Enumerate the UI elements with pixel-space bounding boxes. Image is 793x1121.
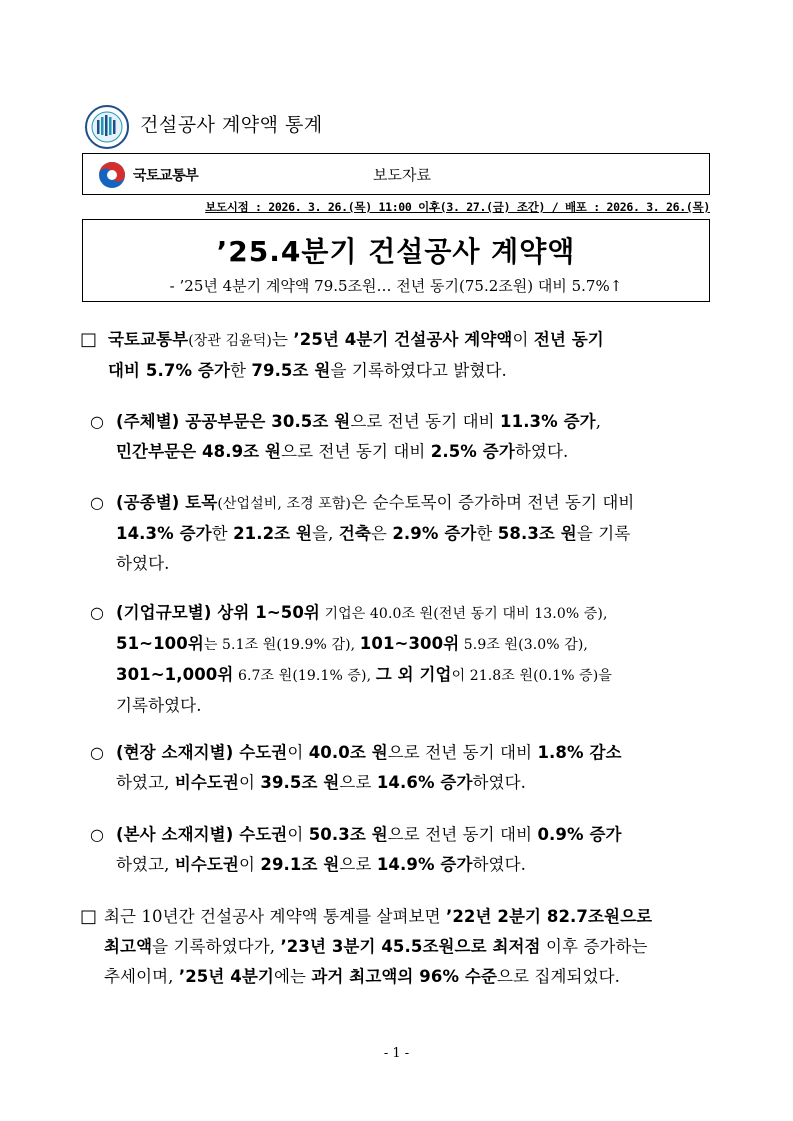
paragraph-by-work-type: ○ (공종별) 토목(산업설비, 조경 포함)은 순수토목이 증가하며 전년 동기 대비 14.3% 증가한 21.2조 원을, 건축은 2.9% 증가한 58.3조 원을 기록 하였다. bbox=[116, 488, 720, 579]
circle-bullet: ○ bbox=[90, 493, 105, 512]
document-title: 건설공사 계약액 통계 bbox=[140, 114, 323, 136]
release-schedule: 보도시점 : 2026. 3. 26.(목) 11:00 이후(3. 27.(금) 조간) / 배포 : 2026. 3. 26.(목) bbox=[205, 200, 710, 214]
paragraph-by-company-size: ○ (기업규모별) 상위 1~50위 기업은 40.0조 원(전년 동기 대비 13.0% 증), 51~100위는 5.1조 원(19.9% 감), 101~300위 5.9조 원(3.0% 감), 301~1,000위 6.7조 원(19.1% 증), 그 외 기업이 21.8조 원(0.1% 증)을 기록하였다. bbox=[116, 598, 720, 721]
government-emblem-icon bbox=[84, 104, 130, 150]
square-bullet: □ bbox=[80, 906, 98, 927]
page-number: - 1 - bbox=[383, 1046, 410, 1061]
press-release-label: 보도자료 bbox=[373, 166, 431, 184]
headline-box bbox=[82, 219, 710, 302]
paragraph-overview: □ 국토교통부(장관 김윤덕)는 ’25년 4분기 건설공사 계약액이 전년 동기 대비 5.7% 증가한 79.5조 원을 기록하였다고 밝혔다. bbox=[108, 325, 720, 386]
headline-subtitle: - ’25년 4분기 계약액 79.5조원… 전년 동기(75.2조원) 대비 5.7%↑ bbox=[169, 277, 623, 295]
circle-bullet: ○ bbox=[90, 743, 105, 762]
ministry-name: 국토교통부 bbox=[133, 168, 199, 184]
paragraph-by-hq-location: ○ (본사 소재지별) 수도권이 50.3조 원으로 전년 동기 대비 0.9% 증가 하였고, 비수도권이 29.1조 원으로 14.9% 증가하였다. bbox=[116, 820, 720, 880]
ministry-logo-icon bbox=[97, 160, 127, 190]
paragraph-ten-year-trend: □ 최근 10년간 건설공사 계약액 통계를 살펴보면 ’22년 2분기 82.7조원으로 최고액을 기록하였다가, ’23년 3분기 45.5조원으로 최저점 이후 증가하는 추세이며, ’25년 4분기에는 과거 최고액의 96% 수준으로 집계되었다. bbox=[104, 902, 720, 992]
headline-title: ’25.4분기 건설공사 계약액 bbox=[216, 235, 576, 268]
circle-bullet: ○ bbox=[90, 825, 105, 844]
paragraph-by-sector: ○ (주체별) 공공부문은 30.5조 원으로 전년 동기 대비 11.3% 증가, 민간부문은 48.9조 원으로 전년 동기 대비 2.5% 증가하였다. bbox=[116, 407, 720, 467]
circle-bullet: ○ bbox=[90, 603, 105, 622]
paragraph-by-site-location: ○ (현장 소재지별) 수도권이 40.0조 원으로 전년 동기 대비 1.8% 감소 하였고, 비수도권이 39.5조 원으로 14.6% 증가하였다. bbox=[116, 738, 720, 798]
circle-bullet: ○ bbox=[90, 412, 105, 431]
square-bullet: □ bbox=[80, 329, 98, 350]
press-release-box bbox=[82, 153, 710, 195]
